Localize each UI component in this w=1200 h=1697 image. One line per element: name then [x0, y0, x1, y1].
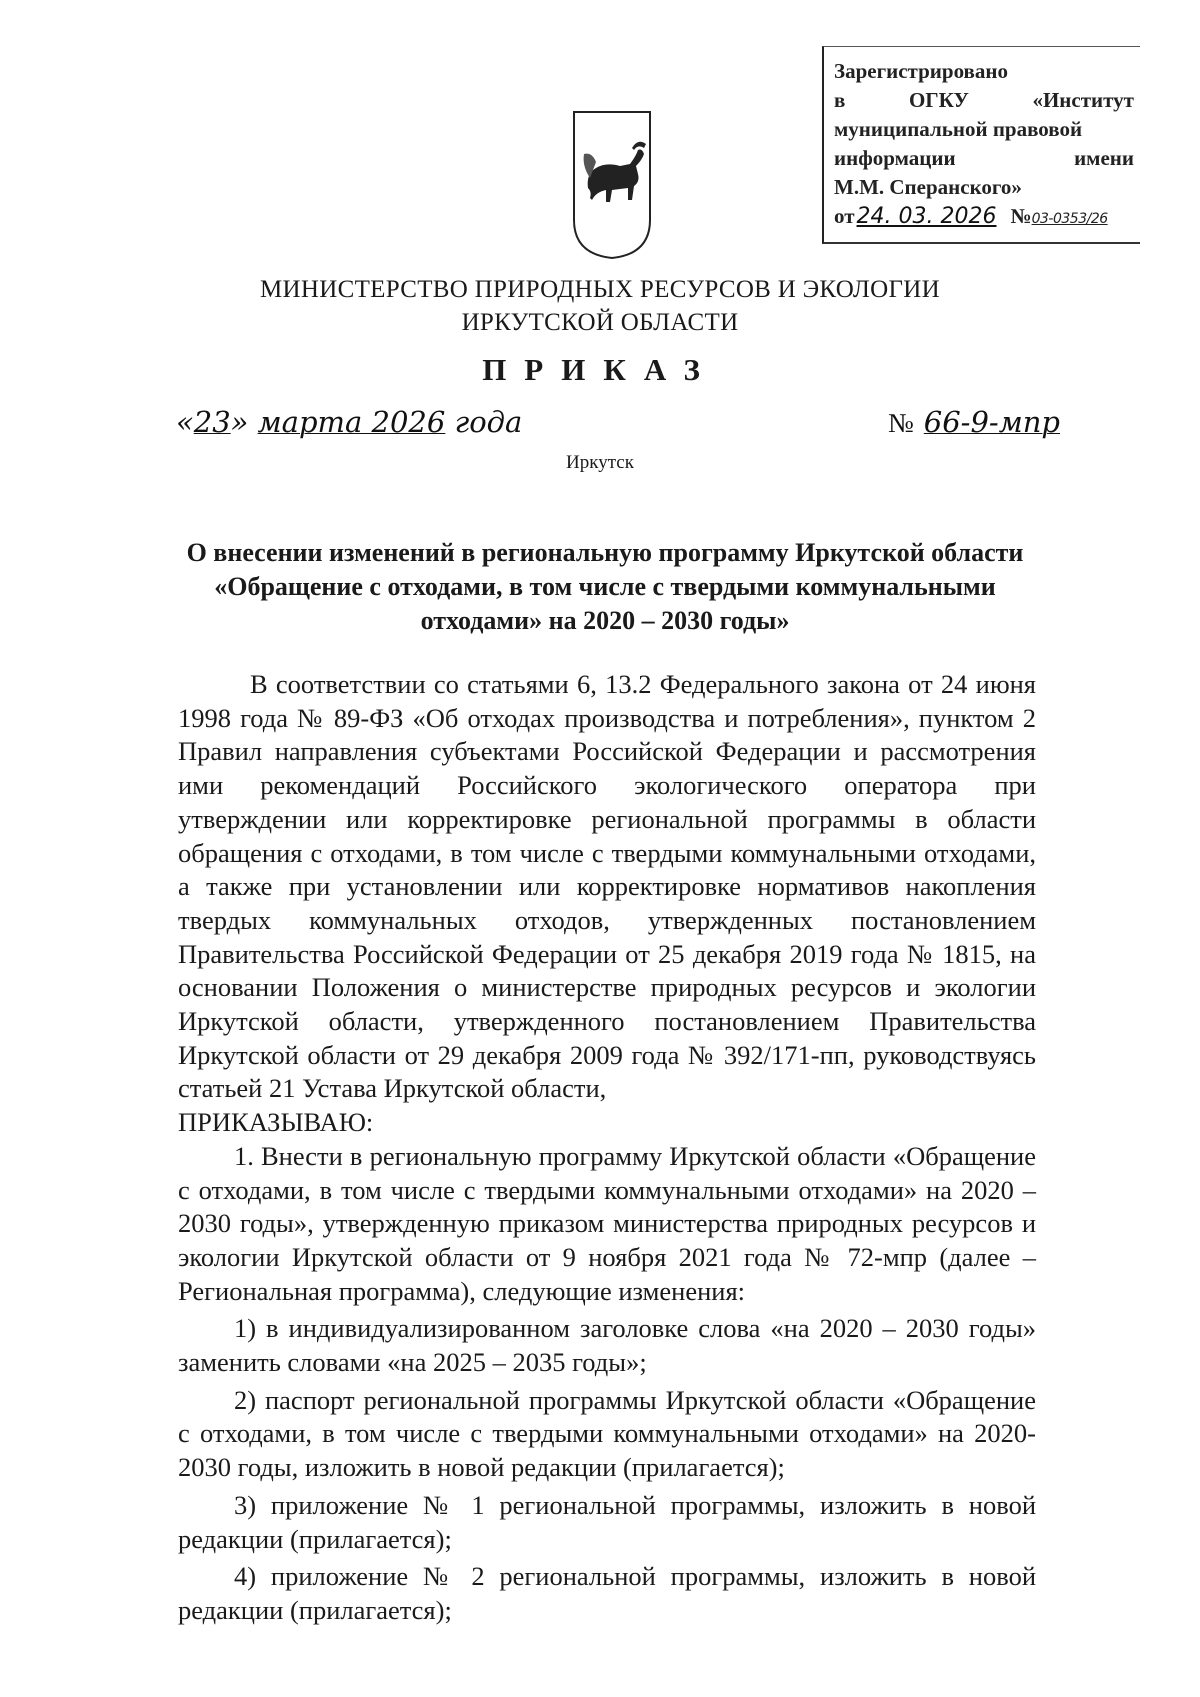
- document-body: [178, 668, 1036, 1628]
- date-day: 23: [193, 405, 231, 439]
- document-title: О внесении изменений в региональную программу Иркутской области «Обращение с отходами, в том числе с твердыми коммунальными отходами» на 2020 – 2030 годы»: [186, 538, 1024, 635]
- date-close-quote: »: [230, 405, 249, 439]
- date-month-year: марта 2026: [257, 405, 446, 439]
- stamp-reg-number: 03-0353/26: [1031, 211, 1108, 227]
- stamp-line-2c: «Институт: [1032, 88, 1134, 112]
- subitem-2-paragraph: 2) паспорт региональной программы Иркутской области «Обращение с отходами, в том числе с твердыми коммунальными отходами» на 2020-2030 годы, изложить в новой редакции (прилагается);: [178, 1384, 1036, 1483]
- subitem-4-paragraph: 4) приложение № 2 региональной программы, изложить в новой редакции (прилагается);: [178, 1561, 1036, 1625]
- stamp-reg-date: 24. 03. 2026: [856, 204, 997, 229]
- registration-stamp: [822, 46, 1140, 244]
- subitem-3-paragraph: 3) приложение № 1 региональной программы, изложить в новой редакции (прилагается);: [178, 1489, 1036, 1554]
- irkutsk-coat-of-arms-icon: [570, 108, 654, 262]
- stamp-line-1: Зарегистрировано: [834, 59, 1008, 83]
- subitem-1-paragraph: 1) в индивидуализированном заголовке слова «на 2020 – 2030 годы» заменить словами «на 2025 – 2035 годы»;: [178, 1313, 1036, 1378]
- order-word: ПРИКАЗЫВАЮ:: [178, 1107, 374, 1138]
- document-type-heading: ПРИКАЗ: [482, 352, 718, 387]
- ministry-name-line-2: ИРКУТСКОЙ ОБЛАСТИ: [461, 309, 739, 336]
- city: Иркутск: [566, 452, 634, 473]
- ministry-name-line-1: МИНИСТЕРСТВО ПРИРОДНЫХ РЕСУРСОВ И ЭКОЛОГИИ: [260, 276, 940, 303]
- preamble-paragraph: В соответствии со статьями 6, 13.2 Федерального закона от 24 июня 1998 года № 89-ФЗ «Об отходах производства и потребления», пунктом 2 Правил направления субъектами Российской Федерации и рассмотрения ими рекомендаций Российского экологического оператора при утверждении или корректировке региональной программы в области обращения с отходами, в том числе с твердыми коммунальными отходами, а также при установлении или корректировке нормативов накопления твердых коммунальных отходов, утвержденных постановлением Правительства Российской Федерации от 25 декабря 2019 года № 1815, на основании Положения о министерстве природных ресурсов и экологии Иркутской области, утвержденного постановлением Правительства Иркутской области от 29 декабря 2009 года № 392/171-пп, руководствуясь статьей 21 Устава Иркутской области,: [178, 669, 1036, 1104]
- date-open-quote: «: [176, 405, 194, 439]
- stamp-line-4b: имени: [1074, 146, 1134, 170]
- stamp-line-2a: в: [834, 88, 846, 112]
- order-date: [176, 405, 522, 439]
- order-number: [888, 405, 1060, 439]
- stamp-num-label: №: [1010, 204, 1032, 228]
- item-1-paragraph: 1. Внести в региональную программу Иркутской области «Обращение с отходами, в том числе с твердыми коммунальными отходами» на 2020 – 2030 годы», утвержденную приказом министерства природных ресурсов и экологии Иркутской области от 9 ноября 2021 года № 72-мпр (далее – Региональная программа), следующие изменения:: [178, 1140, 1036, 1306]
- order-number-value: 66-9-мпр: [923, 405, 1061, 439]
- stamp-line-4a: информации: [834, 146, 956, 170]
- order-number-sign: №: [888, 408, 914, 438]
- date-suffix: года: [454, 405, 523, 439]
- stamp-line-5: М.М. Сперанского»: [834, 175, 1022, 199]
- stamp-line-3: муниципальной правовой: [834, 117, 1083, 141]
- stamp-line-2b: ОГКУ: [908, 88, 969, 112]
- stamp-from-label: от: [834, 204, 855, 228]
